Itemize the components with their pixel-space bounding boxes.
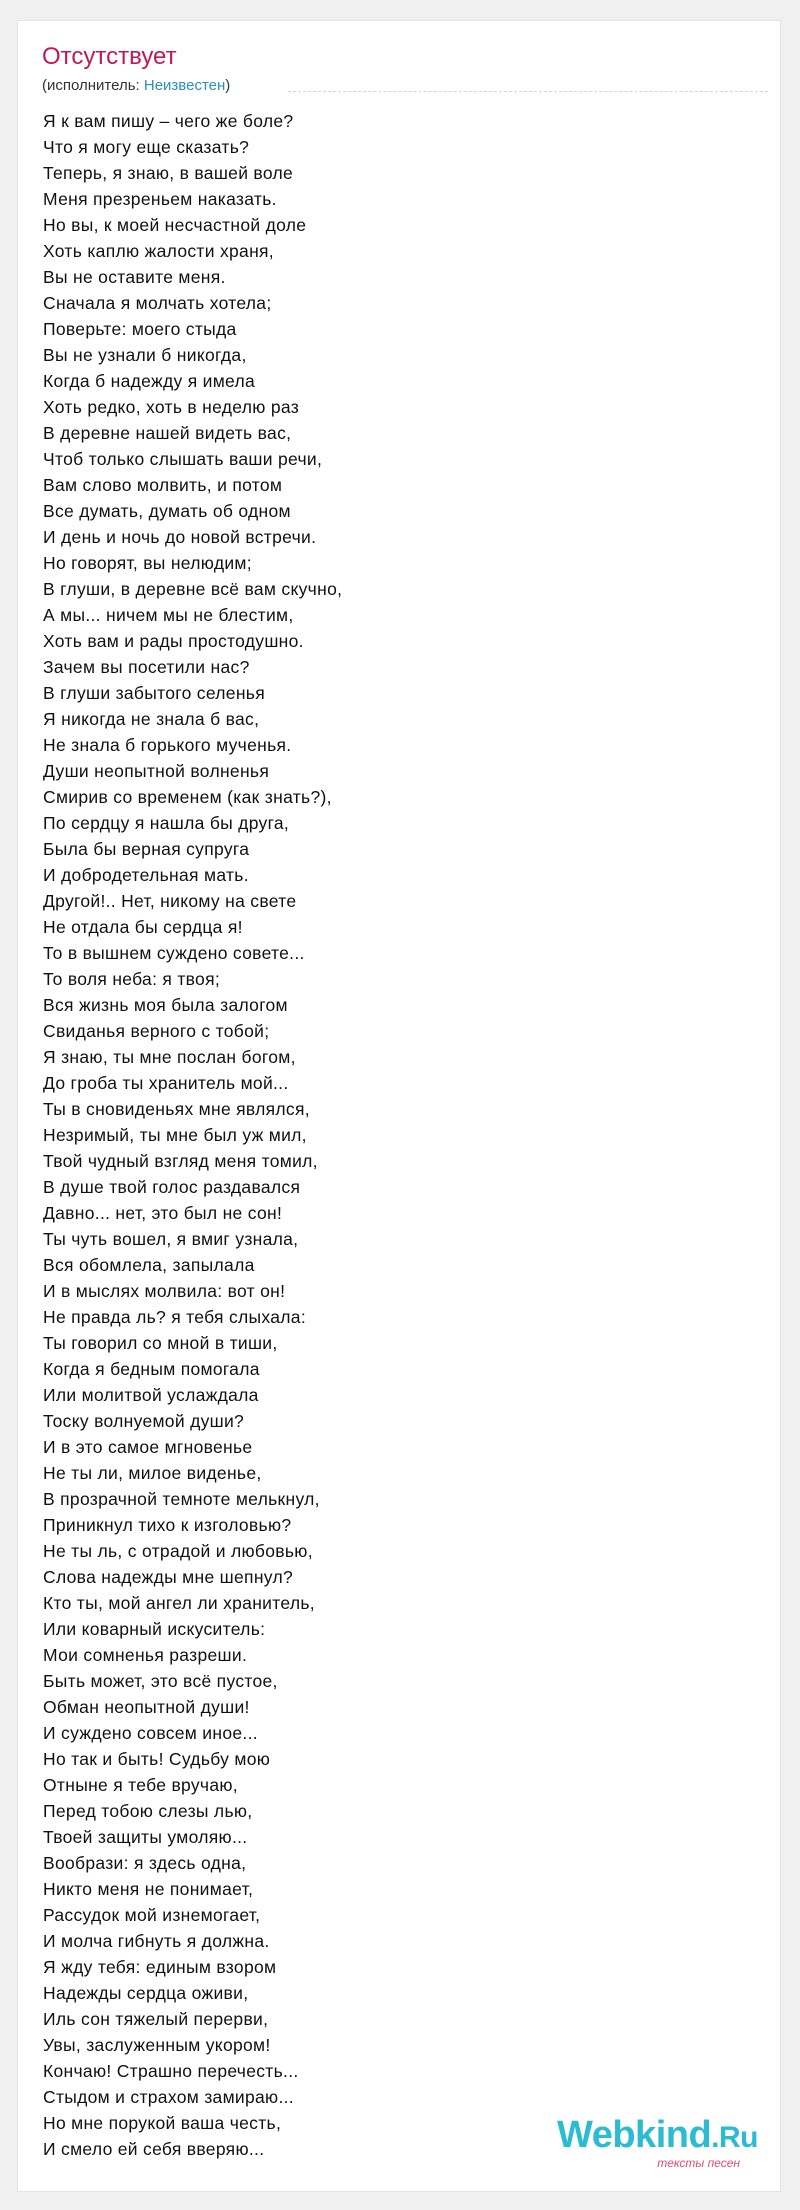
lyric-line: Когда б надежду я имела [43, 371, 256, 391]
lyric-line: Рассудок мой изнемогает, [43, 1905, 261, 1925]
lyric-line: Быть может, это всё пустое, [43, 1671, 278, 1691]
lyric-line: Ты говорил со мной в тиши, [43, 1333, 278, 1353]
lyric-line: Приникнул тихо к изголовью? [43, 1515, 292, 1535]
lyric-line: По сердцу я нашла бы друга, [43, 813, 290, 833]
lyric-line: Не ты ль, с отрадой и любовью, [43, 1541, 313, 1561]
lyric-line: Увы, заслуженным укором! [43, 2035, 271, 2055]
lyric-line: Ты в сновиденьях мне являлся, [43, 1099, 310, 1119]
lyric-line: Надежды сердца оживи, [43, 1983, 249, 2003]
lyric-line: И молча гибнуть я должна. [43, 1931, 270, 1951]
lyric-line: И добродетельная мать. [43, 865, 249, 885]
lyric-line: Хоть вам и рады простодушно. [43, 631, 304, 651]
lyric-line: Другой!.. Нет, никому на свете [43, 891, 297, 911]
song-title: Отсутствует [42, 43, 177, 70]
lyric-line: Перед тобою слезы лью, [43, 1801, 253, 1821]
lyric-line: Кончаю! Страшно перечесть... [43, 2061, 299, 2081]
lyric-line: Зачем вы посетили нас? [43, 657, 250, 677]
lyric-line: Свиданья верного с тобой; [43, 1021, 270, 1041]
lyric-line: Стыдом и страхом замираю... [43, 2087, 294, 2107]
lyric-line: Вы не оставите меня. [43, 267, 226, 287]
lyric-line: Ты чуть вошел, я вмиг узнала, [43, 1229, 299, 1249]
lyric-line: Все думать, думать об одном [43, 501, 291, 521]
lyric-line: Сначала я молчать хотела; [43, 293, 272, 313]
logo-name: Webkind [557, 2114, 712, 2156]
lyric-line: Вся жизнь моя была залогом [43, 995, 288, 1015]
lyrics-text [43, 108, 743, 2162]
lyric-line: Отныне я тебе вручаю, [43, 1775, 238, 1795]
logo-tagline: тексты песен [657, 2156, 740, 2170]
lyric-line: Была бы верная супруга [43, 839, 250, 859]
lyric-line: Смирив со временем (как знать?), [43, 787, 332, 807]
artist-line [42, 77, 230, 94]
lyric-line: Хоть каплю жалости храня, [43, 241, 274, 261]
lyric-line: Но так и быть! Судьбу мою [43, 1749, 271, 1769]
lyric-line: И суждено совсем иное... [43, 1723, 258, 1743]
lyric-line: Хоть редко, хоть в неделю раз [43, 397, 300, 417]
lyric-line: Никто меня не понимает, [43, 1879, 254, 1899]
lyric-line: И смело ей себя вверяю... [43, 2139, 265, 2159]
lyric-line: И день и ночь до новой встречи. [43, 527, 317, 547]
lyric-line: Давно... нет, это был не сон! [43, 1203, 283, 1223]
lyric-line: Твой чудный взгляд меня томил, [43, 1151, 318, 1171]
content-card [17, 20, 781, 2192]
lyric-line: И в мыслях молвила: вот он! [43, 1281, 286, 1301]
lyric-line: Вообрази: я здесь одна, [43, 1853, 247, 1873]
lyric-line: Мои сомненья разреши. [43, 1645, 248, 1665]
lyric-line: Что я могу еще сказать? [43, 137, 250, 157]
lyric-line: А мы... ничем мы не блестим, [43, 605, 294, 625]
lyric-line: Чтоб только слышать ваши речи, [43, 449, 323, 469]
lyric-line: Обман неопытной души! [43, 1697, 250, 1717]
artist-prefix: (исполнитель: [42, 77, 144, 94]
lyric-line: Не ты ли, милое виденье, [43, 1463, 262, 1483]
lyric-line: Но мне порукой ваша честь, [43, 2113, 282, 2133]
lyric-line: Я никогда не знала б вас, [43, 709, 260, 729]
artist-suffix: ) [225, 77, 231, 94]
lyric-line: Твоей защиты умоляю... [43, 1827, 248, 1847]
lyric-line: Теперь, я знаю, в вашей воле [43, 163, 294, 183]
lyric-line: Души неопытной волненья [43, 761, 270, 781]
lyric-line: Незримый, ты мне был уж мил, [43, 1125, 307, 1145]
lyric-line: Или молитвой услаждала [43, 1385, 259, 1405]
site-logo[interactable] [557, 2116, 758, 2169]
lyric-line: В душе твой голос раздавался [43, 1177, 301, 1197]
lyric-line: В глуши забытого селенья [43, 683, 265, 703]
lyric-line: Я жду тебя: единым взором [43, 1957, 277, 1977]
lyric-line: Вы не узнали б никогда, [43, 345, 247, 365]
lyric-line: И в это самое мгновенье [43, 1437, 253, 1457]
lyric-line: В деревне нашей видеть вас, [43, 423, 292, 443]
lyric-line: Я знаю, ты мне послан богом, [43, 1047, 296, 1067]
lyric-line: Когда я бедным помогала [43, 1359, 260, 1379]
lyric-line: Вся обомлела, запылала [43, 1255, 255, 1275]
lyric-line: Вам слово молвить, и потом [43, 475, 283, 495]
lyric-line: Слова надежды мне шепнул? [43, 1567, 293, 1587]
lyric-line: Иль сон тяжелый перерви, [43, 2009, 269, 2029]
lyric-line: То в вышнем суждено совете... [43, 943, 305, 963]
lyric-line: Не отдала бы сердца я! [43, 917, 243, 937]
lyric-line: Я к вам пишу – чего же боле? [43, 111, 294, 131]
lyric-line: До гроба ты хранитель мой... [43, 1073, 289, 1093]
artist-link[interactable]: Неизвестен [143, 77, 226, 94]
header-divider [288, 91, 768, 92]
lyric-line: В глуши, в деревне всё вам скучно, [43, 579, 343, 599]
lyric-line: Но вы, к моей несчастной доле [43, 215, 307, 235]
lyric-line: Поверьте: моего стыда [43, 319, 237, 339]
lyric-line: Не правда ль? я тебя слыхала: [43, 1307, 307, 1327]
lyric-line: Тоску волнуемой души? [43, 1411, 245, 1431]
logo-tld: .Ru [711, 2121, 758, 2154]
lyric-line: Или коварный искуситель: [43, 1619, 266, 1639]
lyric-line: Кто ты, мой ангел ли хранитель, [43, 1593, 315, 1613]
lyric-line: Но говорят, вы нелюдим; [43, 553, 252, 573]
lyric-line: Не знала б горького мученья. [43, 735, 292, 755]
lyric-line: То воля неба: я твоя; [43, 969, 221, 989]
lyric-line: В прозрачной темноте мелькнул, [43, 1489, 320, 1509]
lyric-line: Меня презреньем наказать. [43, 189, 277, 209]
